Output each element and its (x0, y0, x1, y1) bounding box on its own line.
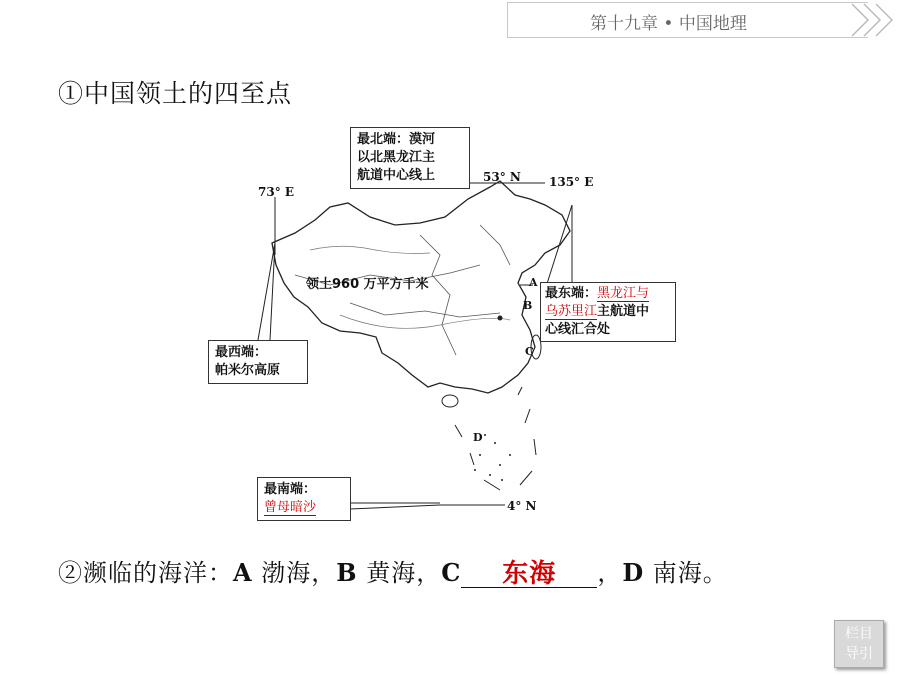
north-box-line2: 以北黑龙江主 (357, 150, 436, 165)
sea-c-answer: 东海 (502, 559, 557, 589)
sea-a-name: 渤海， (252, 559, 337, 587)
nav-line2: 导引 (845, 646, 873, 662)
point-a: A (529, 276, 538, 289)
seas-sentence (58, 553, 728, 588)
chapter-header (507, 2, 868, 38)
chevron-right-icon (850, 2, 900, 38)
sea-b-name: 黄海， (357, 559, 442, 587)
east-box-answer-part2: 乌苏里江 (545, 304, 598, 319)
east-coord: 135° E (549, 175, 594, 189)
seas-prefix: ②濒临的海洋： (58, 559, 233, 587)
south-box-line1: 最南端： (264, 482, 317, 497)
east-box-line3: 心线汇合处 (545, 322, 611, 337)
north-box-line3: 航道中心线上 (357, 168, 436, 183)
north-box-line1: 最北端：漠河 (357, 132, 436, 147)
chapter-title: 第十九章 • 中国地理 (590, 14, 747, 34)
section-nav-button[interactable] (834, 620, 884, 668)
east-box-answer-part1: 黑龙江与 (597, 286, 650, 301)
west-coord: 73° E (258, 185, 295, 199)
west-box-line2: 帕米尔高原 (215, 363, 281, 378)
north-extremity-box (350, 127, 470, 189)
east-box-label: 最东端： (545, 286, 598, 301)
section-heading-extremities: ①中国领土的四至点 (58, 79, 293, 108)
territory-area-label: 领土960 万平方千米 (306, 277, 429, 292)
nav-line1: 栏目 (845, 626, 873, 642)
sea-b-letter: B (336, 558, 358, 587)
sea-d-prefix: ， (597, 559, 623, 587)
south-extremity-box (257, 477, 351, 521)
north-coord: 53° N (483, 170, 521, 184)
point-d: D (473, 431, 483, 444)
sea-d-name: 南海。 (644, 559, 728, 587)
sea-d-letter: D (622, 558, 645, 587)
point-b: B (523, 299, 533, 312)
west-extremity-box (208, 340, 308, 384)
south-coord: 4° N (507, 499, 537, 513)
sea-a-letter: A (233, 558, 253, 587)
east-box-line2: 主航道中 (597, 304, 650, 319)
sea-c-letter: C (441, 558, 462, 587)
sea-c-blank (461, 561, 597, 588)
south-box-answer: 曾母暗沙 (264, 500, 317, 515)
point-c: C (525, 345, 534, 358)
china-map (200, 125, 700, 525)
east-extremity-box (540, 282, 676, 342)
west-box-line1: 最西端： (215, 345, 268, 360)
